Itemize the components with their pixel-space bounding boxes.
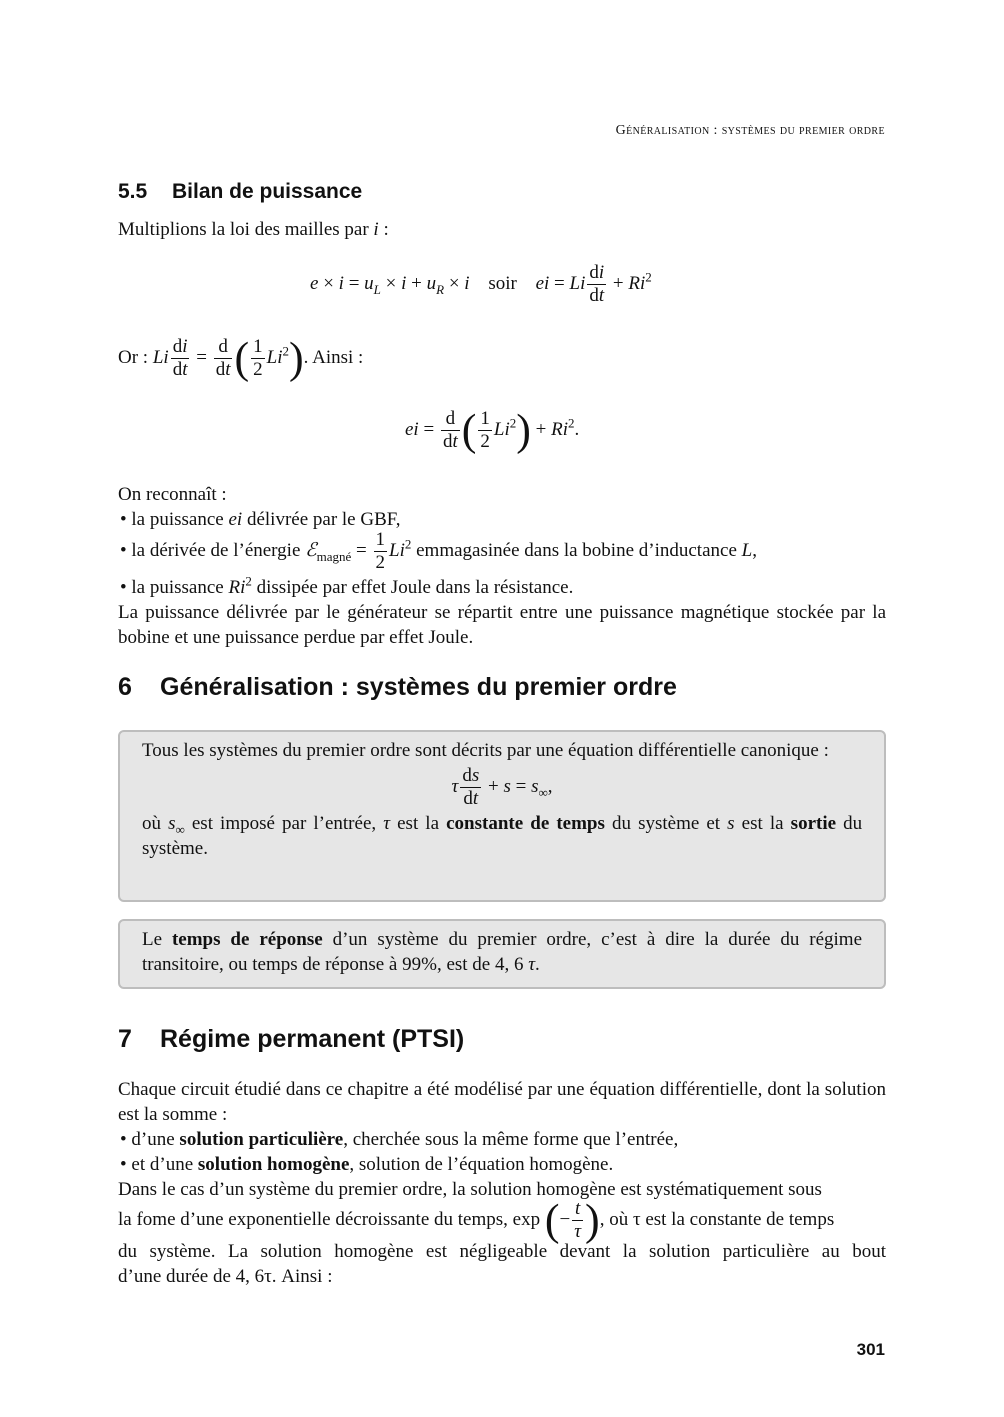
section-number: 7 — [118, 1025, 132, 1053]
s7-p2-line3: du système. La solution homogène est négligeable devant la solution particulière au bout — [118, 1241, 886, 1262]
box1-intro: Tous les systèmes du premier ordre sont décrits par une équation différentielle canonique : — [142, 740, 829, 761]
subsection-title: Bilan de puissance — [172, 180, 363, 203]
list-item: • et d’une solution homogène, solution de l’équation homogène. — [120, 1154, 614, 1175]
section-title: Régime permanent (PTSI) — [160, 1025, 465, 1053]
definition-box-response-time — [118, 919, 886, 989]
list-item: • la puissance Ri$^2$ dissipée par effet Joule dans la résistance. — [120, 573, 574, 598]
soir-word: soir — [488, 273, 517, 294]
intro-var: i — [373, 219, 379, 240]
subsection-number: 5.5 — [118, 180, 148, 203]
page-number: 301 — [856, 1340, 885, 1359]
or-line: Or : Li $\frac{di}{dt}$ = $\frac{d}{dt}$ ( $\frac{1}{2}$ Li$^2$). Ainsi : — [118, 333, 364, 383]
box1-where: où $s_\infty$ est imposé par l’entrée, τ est la constante de temps du système et s est la sortie du système. — [142, 813, 863, 859]
canonical-equation: τ $\frac{ds}{dt}$ + $s = s_\infty$, — [451, 765, 553, 810]
section-number: 6 — [118, 673, 132, 701]
definition-box-first-order — [118, 730, 886, 902]
intro-paragraph — [118, 217, 886, 242]
reconnait-text: On reconnaît : — [118, 484, 227, 505]
equation-power-balance: $e \times i = u_L \times i + u_R \times i$ soir ei = Li $\frac{di}{dt}$ + $Ri^2$ — [310, 262, 652, 307]
or-label: Or : — [118, 347, 149, 368]
intro-text: Multiplions la loi des mailles par — [118, 219, 369, 240]
list-item: • d’une solution particulière, cherchée sous la même forme que l’entrée, — [120, 1129, 679, 1150]
s7-p2-line2: la fome d’une exponentielle décroissante du temps, exp (− $\frac{t}{\tau}$ ), où τ est la constante de temps — [118, 1195, 835, 1245]
section-heading-6 — [118, 675, 677, 700]
intro-colon: : — [378, 219, 389, 240]
s7-p2-line4: d’une durée de 4, 6τ. Ainsi : — [118, 1266, 333, 1287]
running-head: Généralisation : systèmes du premier ordre — [615, 123, 885, 138]
section-title: Généralisation : systèmes du premier ordre — [160, 673, 677, 701]
conclusion-paragraph: La puissance délivrée par le générateur se répartit entre une puissance magnétique stockée par la bobine et une puissance perdue par effet Joule. — [118, 602, 886, 648]
s7-p2-line1: Dans le cas d’un système du premier ordre, la solution homogène est systématiquement sous — [118, 1179, 822, 1200]
box2-text: Le temps de réponse d’un système du premier ordre, c’est à dire la durée du régime transitoire, ou temps de réponse à 99%, est de 4, 6 τ. — [142, 929, 863, 975]
subsection-heading-5-5 — [118, 179, 362, 204]
section-heading-7 — [118, 1027, 464, 1052]
equation-energy: ei = $\frac{d}{dt}$ ( $\frac{1}{2}$ $Li^2) + Ri^2$. — [405, 405, 580, 455]
s7-paragraph-1: Chaque circuit étudié dans ce chapitre a été modélisé par une équation différentielle, dont la solution est la somme : — [118, 1079, 886, 1125]
list-item: • la puissance ei délivrée par le GBF, — [120, 509, 401, 530]
ainsi-text: . Ainsi : — [303, 347, 364, 368]
list-item: • la dérivée de l’énergie ℰ$_{magné}$ = $\frac{1}{2}$ Li$^2$ emmagasinée dans la bobine d’inductance L, — [120, 529, 757, 574]
